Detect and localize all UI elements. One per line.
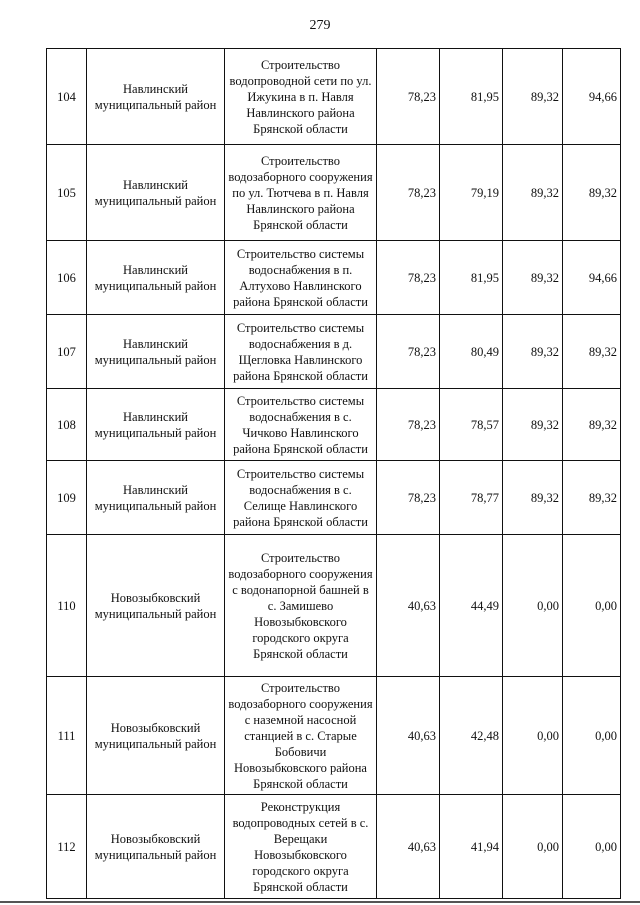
district-name: Навлинский муниципальный район <box>87 389 225 461</box>
object-description: Строительство водозаборного сооружения с наземной насосной станцией в с. Старые Бобовичи Новозыбковского района Брянской области <box>225 677 377 795</box>
data-table <box>46 48 621 899</box>
object-description: Строительство водозаборного сооружения по ул. Тютчева в п. Навля Навлинского района Брянской области <box>225 145 377 241</box>
value-2: 78,57 <box>440 389 503 461</box>
row-number: 107 <box>47 315 87 389</box>
row-number: 111 <box>47 677 87 795</box>
value-4: 0,00 <box>563 677 621 795</box>
district-name: Навлинский муниципальный район <box>87 241 225 315</box>
row-number: 112 <box>47 795 87 899</box>
page-number: 279 <box>309 18 331 33</box>
value-1: 78,23 <box>377 461 440 535</box>
row-number: 106 <box>47 241 87 315</box>
value-4: 0,00 <box>563 795 621 899</box>
table-body <box>47 49 621 899</box>
object-description: Строительство системы водоснабжения в с. Селище Навлинского района Брянской области <box>225 461 377 535</box>
value-2: 78,77 <box>440 461 503 535</box>
table-row <box>47 535 621 677</box>
value-2: 81,95 <box>440 49 503 145</box>
value-1: 78,23 <box>377 49 440 145</box>
value-1: 40,63 <box>377 795 440 899</box>
value-3: 89,32 <box>503 461 563 535</box>
table-row <box>47 461 621 535</box>
table-row <box>47 49 621 145</box>
row-number: 105 <box>47 145 87 241</box>
value-2: 42,48 <box>440 677 503 795</box>
district-name: Навлинский муниципальный район <box>87 315 225 389</box>
object-description: Строительство системы водоснабжения в с. Чичково Навлинского района Брянской области <box>225 389 377 461</box>
table-row <box>47 389 621 461</box>
value-1: 40,63 <box>377 535 440 677</box>
district-name: Новозыбковский муниципальный район <box>87 677 225 795</box>
value-3: 89,32 <box>503 49 563 145</box>
table-row <box>47 795 621 899</box>
value-2: 80,49 <box>440 315 503 389</box>
row-number: 108 <box>47 389 87 461</box>
value-3: 89,32 <box>503 241 563 315</box>
value-4: 89,32 <box>563 315 621 389</box>
row-number: 110 <box>47 535 87 677</box>
value-3: 0,00 <box>503 677 563 795</box>
value-1: 78,23 <box>377 315 440 389</box>
object-description: Строительство водопроводной сети по ул. Ижукина в п. Навля Навлинского района Брянской области <box>225 49 377 145</box>
value-4: 0,00 <box>563 535 621 677</box>
value-2: 81,95 <box>440 241 503 315</box>
value-4: 89,32 <box>563 145 621 241</box>
table-row <box>47 677 621 795</box>
object-description: Строительство системы водоснабжения в д. Щегловка Навлинского района Брянской области <box>225 315 377 389</box>
value-3: 0,00 <box>503 535 563 677</box>
district-name: Новозыбковский муниципальный район <box>87 535 225 677</box>
value-1: 78,23 <box>377 389 440 461</box>
value-1: 40,63 <box>377 677 440 795</box>
value-3: 0,00 <box>503 795 563 899</box>
value-3: 89,32 <box>503 315 563 389</box>
table-row <box>47 315 621 389</box>
object-description: Строительство системы водоснабжения в п. Алтухово Навлинского района Брянской области <box>225 241 377 315</box>
value-3: 89,32 <box>503 389 563 461</box>
district-name: Навлинский муниципальный район <box>87 461 225 535</box>
district-name: Новозыбковский муниципальный район <box>87 795 225 899</box>
table-row <box>47 145 621 241</box>
value-2: 44,49 <box>440 535 503 677</box>
value-1: 78,23 <box>377 241 440 315</box>
row-number: 104 <box>47 49 87 145</box>
value-3: 89,32 <box>503 145 563 241</box>
value-4: 94,66 <box>563 49 621 145</box>
row-number: 109 <box>47 461 87 535</box>
object-description: Строительство водозаборного сооружения с водонапорной башней в с. Замишево Новозыбковского городского округа Брянской области <box>225 535 377 677</box>
value-4: 89,32 <box>563 389 621 461</box>
value-2: 41,94 <box>440 795 503 899</box>
scan-edge-line <box>0 901 640 903</box>
value-1: 78,23 <box>377 145 440 241</box>
district-name: Навлинский муниципальный район <box>87 145 225 241</box>
value-4: 89,32 <box>563 461 621 535</box>
object-description: Реконструкция водопроводных сетей в с. Верещаки Новозыбковского городского округа Брянской области <box>225 795 377 899</box>
value-2: 79,19 <box>440 145 503 241</box>
district-name: Навлинский муниципальный район <box>87 49 225 145</box>
table-row <box>47 241 621 315</box>
value-4: 94,66 <box>563 241 621 315</box>
